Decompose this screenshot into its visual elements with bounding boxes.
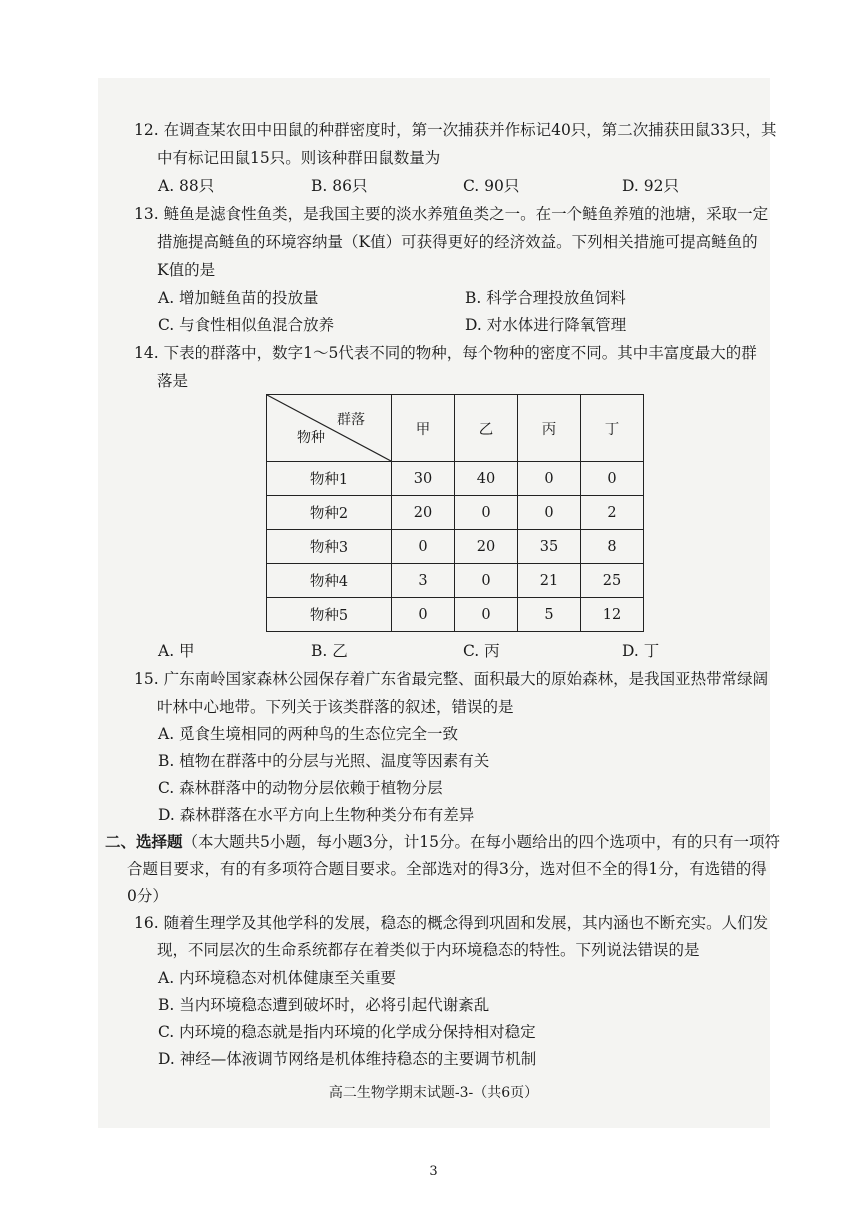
q13-stem-line1: 13. 鲢鱼是滤食性鱼类，是我国主要的淡水养殖鱼类之一。在一个鲢鱼养殖的池塘，采取一定 — [134, 205, 769, 223]
q13-option-a: A. 增加鲢鱼苗的投放量 — [158, 289, 319, 307]
table-cell: 20 — [392, 496, 455, 530]
table-cell: 0 — [455, 496, 518, 530]
section-2-header-line1 — [105, 832, 780, 852]
column-header: 甲 — [392, 395, 455, 462]
q12-option-d: D. 92只 — [622, 177, 679, 195]
diagonal-divider — [267, 395, 391, 461]
corner-label-species: 物种 — [297, 430, 325, 446]
table-cell: 8 — [581, 530, 644, 564]
q13-stem-line2: 措施提高鲢鱼的环境容纳量（K值）可获得更好的经济效益。下列相关措施可提高鲢鱼的 — [157, 233, 758, 251]
page-number: 3 — [429, 1164, 438, 1179]
row-label: 物种3 — [267, 530, 392, 564]
table-cell: 0 — [518, 462, 581, 496]
section-2-instructions: （本大题共5小题，每小题3分，计15分。在每小题给出的四个选项中，有的只有一项符 — [182, 833, 780, 851]
table-cell: 40 — [455, 462, 518, 496]
table-cell: 12 — [581, 598, 644, 632]
q13-option-c: C. 与食性相似鱼混合放养 — [158, 316, 335, 334]
table-cell: 0 — [581, 462, 644, 496]
q15-option-b: B. 植物在群落中的分层与光照、温度等因素有关 — [158, 752, 490, 770]
q12-option-a: A. 88只 — [158, 177, 215, 195]
table-cell: 20 — [455, 530, 518, 564]
q14-option-a: A. 甲 — [158, 642, 195, 660]
row-label: 物种5 — [267, 598, 392, 632]
table-cell: 0 — [518, 496, 581, 530]
q13-option-d: D. 对水体进行降氧管理 — [465, 316, 627, 334]
table-row — [267, 598, 644, 632]
q14-stem-line1: 14. 下表的群落中，数字1～5代表不同的物种，每个物种的密度不同。其中丰富度最大的群 — [134, 344, 757, 362]
table-row — [267, 496, 644, 530]
q15-stem-line1: 15. 广东南岭国家森林公园保存着广东省最完整、面积最大的原始森林，是我国亚热带常绿阔 — [134, 670, 769, 688]
table-cell: 0 — [392, 530, 455, 564]
column-header: 丁 — [581, 395, 644, 462]
q16-option-a: A. 内环境稳态对机体健康至关重要 — [158, 969, 397, 987]
q12-stem-line2: 中有标记田鼠15只。则该种群田鼠数量为 — [157, 149, 441, 167]
column-header: 丙 — [518, 395, 581, 462]
row-label: 物种1 — [267, 462, 392, 496]
q16-option-d: D. 神经—体液调节网络是机体维持稳态的主要调节机制 — [158, 1050, 537, 1068]
q16-stem-line1: 16. 随着生理学及其他学科的发展，稳态的概念得到巩固和发展，其内涵也不断充实。人们发 — [134, 914, 769, 932]
species-table — [266, 394, 644, 632]
q16-stem-line2: 现，不同层次的生命系统都存在着类似于内环境稳态的特性。下列说法错误的是 — [157, 941, 700, 959]
section-2-header-line2: 合题目要求，有的有多项符合题目要求。全部选对的得3分，选对但不全的得1分，有选错的得 — [127, 860, 767, 878]
section-2-header-line3: 0分） — [127, 887, 168, 905]
table-cell: 2 — [581, 496, 644, 530]
q13-stem-line3: K值的是 — [157, 261, 216, 279]
corner-label-community: 群落 — [337, 412, 365, 428]
table-cell: 0 — [455, 598, 518, 632]
table-cell: 30 — [392, 462, 455, 496]
table-cell: 21 — [518, 564, 581, 598]
table-cell: 0 — [455, 564, 518, 598]
table-cell: 5 — [518, 598, 581, 632]
q16-option-c: C. 内环境的稳态就是指内环境的化学成分保持相对稳定 — [158, 1023, 536, 1041]
q16-option-b: B. 当内环境稳态遭到破坏时，必将引起代谢紊乱 — [158, 996, 490, 1014]
q15-option-d: D. 森林群落在水平方向上生物种类分布有差异 — [158, 806, 475, 824]
q13-option-b: B. 科学合理投放鱼饲料 — [465, 289, 626, 307]
table-cell: 3 — [392, 564, 455, 598]
row-label: 物种4 — [267, 564, 392, 598]
q15-stem-line2: 叶林中心地带。下列关于该类群落的叙述，错误的是 — [157, 698, 514, 716]
table-cell: 35 — [518, 530, 581, 564]
q14-option-c: C. 丙 — [463, 642, 500, 660]
q15-option-c: C. 森林群落中的动物分层依赖于植物分层 — [158, 779, 443, 797]
table-row — [267, 462, 644, 496]
section-2-title: 二、选择题 — [105, 832, 183, 851]
q12-option-b: B. 86只 — [311, 177, 368, 195]
table-cell: 0 — [392, 598, 455, 632]
q14-option-b: B. 乙 — [311, 642, 348, 660]
table-row — [267, 530, 644, 564]
column-header: 乙 — [455, 395, 518, 462]
row-label: 物种2 — [267, 496, 392, 530]
table-cell: 25 — [581, 564, 644, 598]
q15-option-a: A. 觅食生境相同的两种鸟的生态位完全一致 — [158, 725, 459, 743]
table-row — [267, 564, 644, 598]
q12-stem-line1: 12. 在调查某农田中田鼠的种群密度时，第一次捕获并作标记40只，第二次捕获田鼠33只，其 — [134, 121, 777, 139]
q14-option-d: D. 丁 — [622, 642, 660, 660]
table-corner-cell — [267, 395, 392, 462]
q12-option-c: C. 90只 — [463, 177, 520, 195]
q14-stem-line2: 落是 — [157, 372, 189, 390]
exam-footer: 高二生物学期末试题-3-（共6页） — [328, 1085, 539, 1101]
